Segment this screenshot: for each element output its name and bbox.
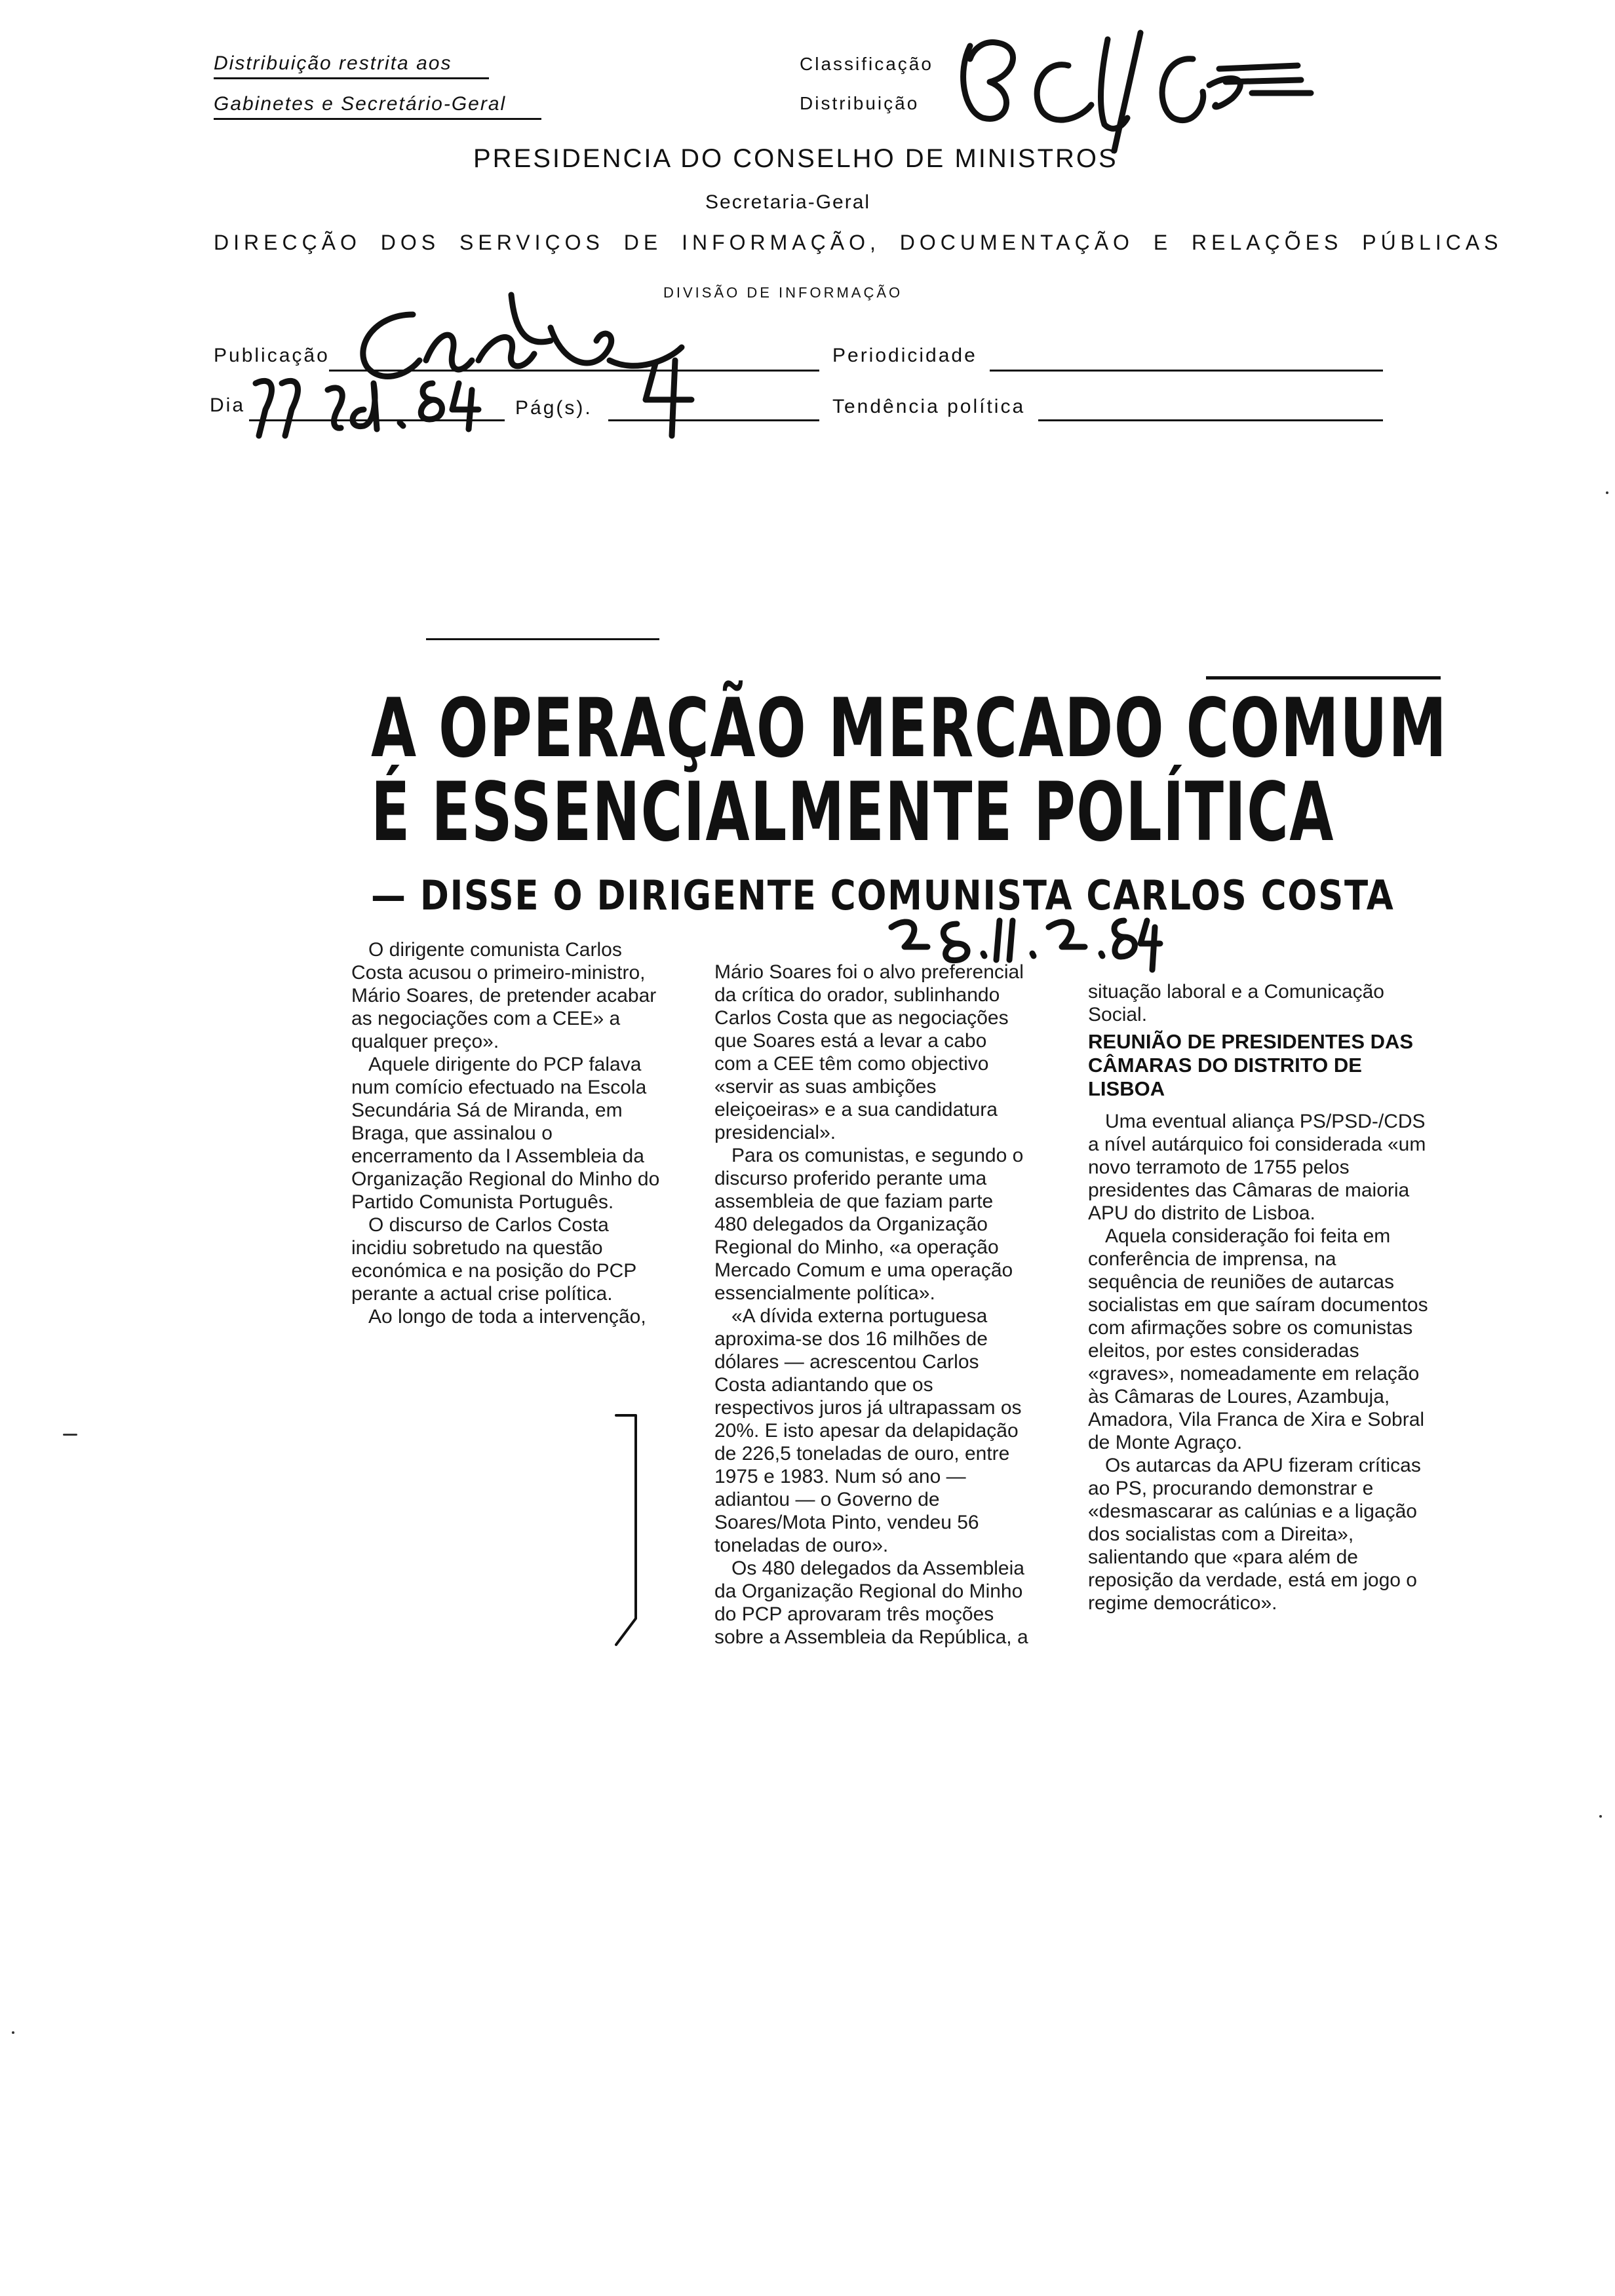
subheadline: — DISSE O DIRIGENTE COMUNISTA CARLOS COSTA <box>371 871 1395 919</box>
political-tendency-underline <box>1038 419 1383 421</box>
col3-paragraph: Os autarcas da APU fizeram críticas ao PS, procurando demonstrar e «desmascarar as calúnias e a ligação dos socialistas com a Direita», salientando que «para além de reposição da verdade, está em jogo o regime democrático». <box>1088 1455 1421 1614</box>
restricted-distribution-line2: Gabinetes e Secretário-Geral <box>214 93 541 120</box>
political-tendency-label: Tendência política <box>832 396 1026 417</box>
clipping-top-rule-right <box>1206 676 1441 679</box>
col1-paragraph: Aquele dirigente do PCP falava num comício efectuado na Escola Secundária Sá de Miranda, em Braga, que assinalou o encerramento da I Assembleia da Organização Regional do Minho do Partido Comunista Português. <box>351 1054 660 1213</box>
col3-paragraph: Uma eventual aliança PS/PSD-/CDS a nível autárquico foi considerada «um novo terramoto de 1755 pelos presidentes das Câmaras de maioria APU do distrito de Lisboa. <box>1088 1111 1426 1224</box>
publication-label: Publicação <box>214 345 330 366</box>
restricted-distribution-line1: Distribuição restrita aos <box>214 52 489 79</box>
col2-paragraph: Os 480 delegados da Assembleia da Organização Regional do Minho do PCP aprovaram três moções sobre a Assembleia da República, a <box>714 1558 1028 1648</box>
division-title: DIVISÃO DE INFORMAÇÃO <box>663 284 903 301</box>
scan-speck <box>63 1434 77 1436</box>
article-column-1 <box>351 938 670 1328</box>
institution-title: PRESIDENCIA DO CONSELHO DE MINISTROS <box>473 144 1118 173</box>
col1-paragraph: O dirigente comunista Carlos Costa acusou o primeiro-ministro, Mário Soares, de pretender acabar as negociações com a CEE» a qualquer preço». <box>351 939 657 1052</box>
pages-label: Pág(s). <box>515 397 593 419</box>
handwritten-classification-code <box>944 20 1311 151</box>
directorate-title: DIRECÇÃO DOS SERVIÇOS DE INFORMAÇÃO, DOCUMENTAÇÃO E RELAÇÕES PÚBLICAS <box>214 231 1503 254</box>
periodicity-underline <box>990 370 1383 372</box>
col1-paragraph: Ao longo de toda a intervenção, <box>368 1306 646 1328</box>
day-handwriting <box>243 364 518 449</box>
col2-paragraph: Mário Soares foi o alvo preferencial da crítica do orador, sublinhando Carlos Costa que as negociações que Soares está a levar a cabo com a CEE têm como objectivo «servir as suas ambições eleiçoeiras» e a sua candidatura presidencial». <box>714 961 1024 1143</box>
day-label: Dia <box>210 394 246 416</box>
scan-speck <box>12 2031 14 2034</box>
col3-paragraph: Aquela consideração foi feita em conferência de imprensa, na sequência de reuniões de autarcas socialistas em que saíram documentos com afirmações sobre os comunistas eleitos, por estes consideradas «graves», nomeadamente em relação às Câmaras de Loures, Azambuja, Amadora, Vila Franca de Xira e Sobral de Monte Agraço. <box>1088 1225 1428 1453</box>
clipping-top-rule-left <box>426 638 659 640</box>
distribution-label: Distribuição <box>800 93 920 113</box>
col1-paragraph: O discurso de Carlos Costa incidiu sobretudo na questão económica e na posição do PCP perante a actual crise política. <box>351 1214 636 1305</box>
clipping-margin-bracket <box>610 1409 649 1651</box>
secretariat-title: Secretaria-Geral <box>705 191 871 213</box>
article-column-3 <box>1088 980 1429 1615</box>
scan-speck <box>1599 1815 1602 1818</box>
headline-line2: É ESSENCIALMENTE POLÍTICA <box>371 765 1334 860</box>
pages-handwriting <box>636 354 714 439</box>
col3-intro: situação laboral e a Comunicação Social. <box>1088 981 1384 1025</box>
scan-speck <box>1606 491 1608 494</box>
periodicity-label: Periodicidade <box>832 345 977 366</box>
headline-line1: A OPERAÇÃO MERCADO COMUM <box>371 681 1448 776</box>
col2-paragraph: «A dívida externa portuguesa aproxima-se dos 16 milhões de dólares — acrescentou Carlos Costa adiantando que os respectivos juros já ultrapassam os 20%. E isto apesar da delapidação de 226,5 toneladas de ouro, entre 1975 e 1983. Num só ano — adiantou — o Governo de Soares/Mota Pinto, vendeu 56 toneladas de ouro». <box>714 1305 1022 1556</box>
col3-subheading: REUNIÃO DE PRESIDENTES DAS CÂMARAS DO DISTRITO DE LISBOA <box>1088 1030 1414 1100</box>
article-column-2 <box>714 961 1029 1649</box>
classification-label: Classificação <box>800 54 933 74</box>
col2-paragraph: Para os comunistas, e segundo o discurso proferido perante uma assembleia de que faziam parte 480 delegados da Organização Regional do Minho, «a operação Mercado Comum e uma operação essencialmente política». <box>714 1145 1024 1304</box>
